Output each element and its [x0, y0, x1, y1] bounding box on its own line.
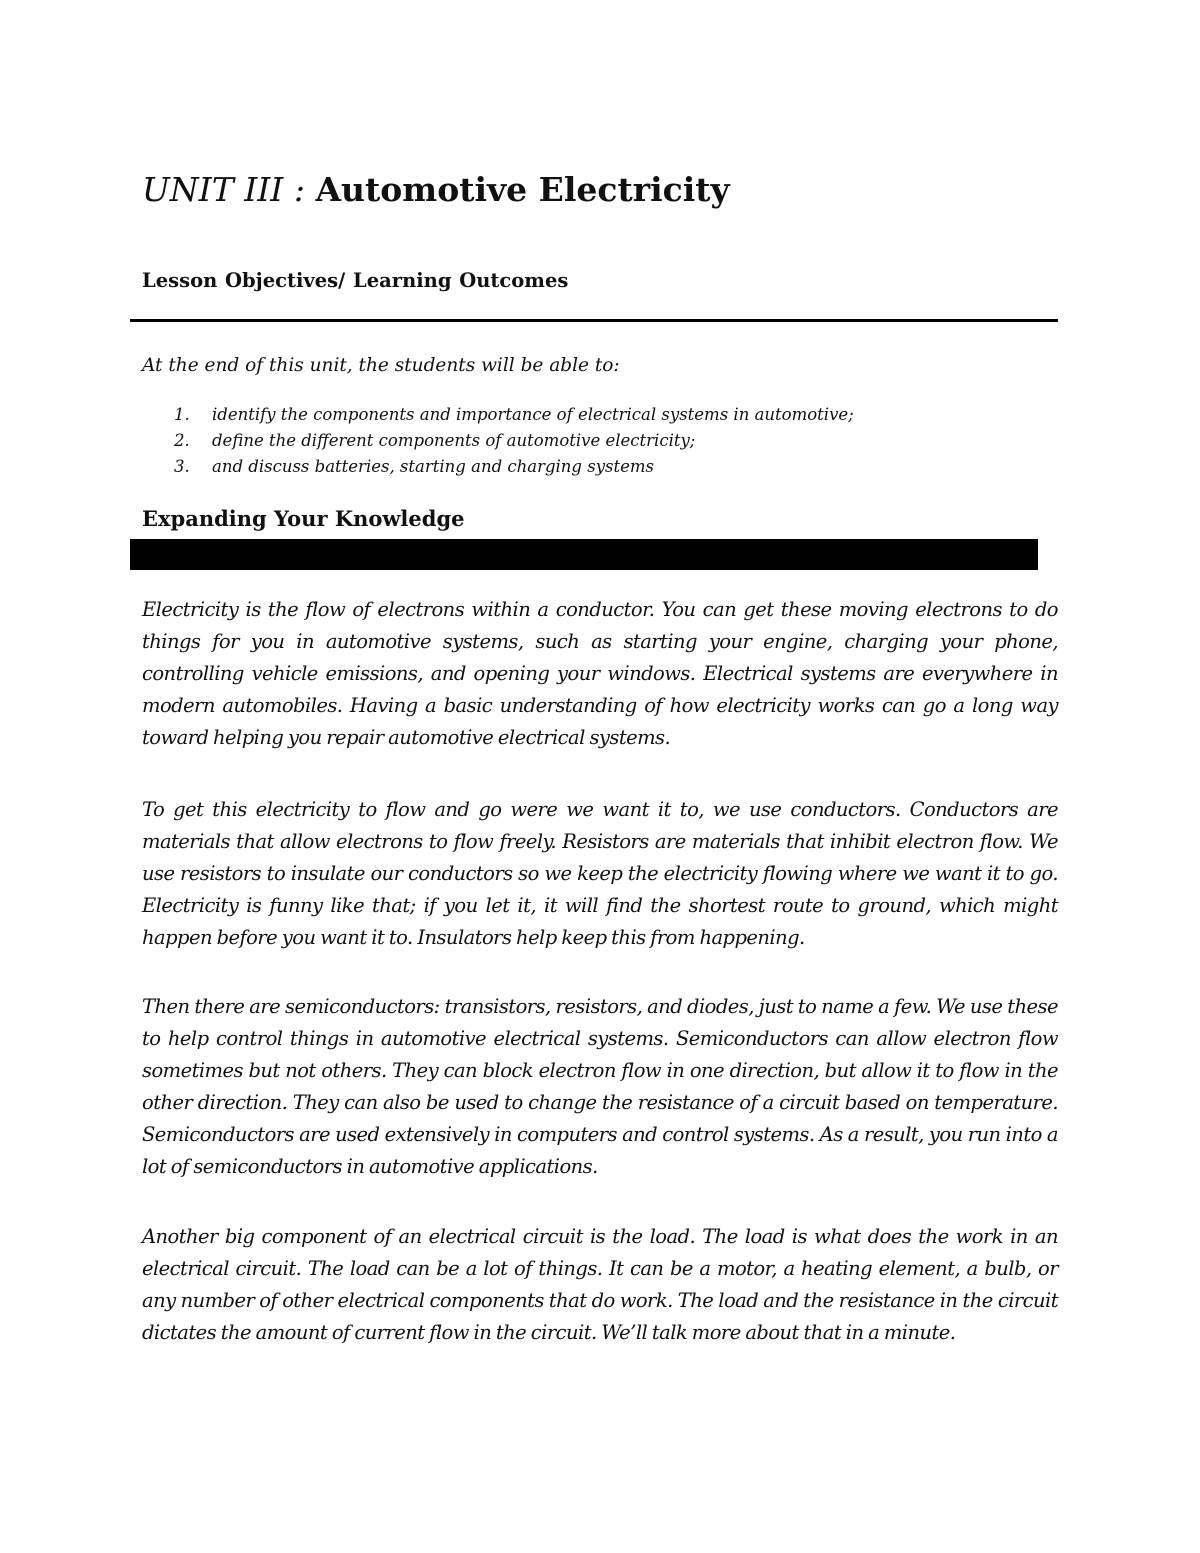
list-item-text: and discuss batteries, starting and charging systems	[212, 457, 655, 476]
objectives-heading: Lesson Objectives/ Learning Outcomes	[142, 269, 569, 292]
list-item-number: 2.	[174, 431, 190, 450]
body-paragraph: To get this electricity to flow and go were we want it to, we use conductors. Conductors are materials that allow electrons to flow freely. Resistors are materials that inhibit electron flow. We use resistors to insulate our conductors so we keep the electricity flowing where we want it to go. Electricity is funny like that; if you let it, it will find the shortest route to ground, which might happen before you want it to. Insulators help keep this from happening.	[142, 798, 1058, 949]
list-item-text: identify the components and importance of electrical systems in automotive;	[212, 405, 854, 424]
title-separator: :	[283, 170, 316, 209]
body-paragraph: Electricity is the flow of electrons within a conductor. You can get these moving electrons to do things for you in automotive systems, such as starting your engine, charging your phone, controlling vehicle emissions, and opening your windows. Electrical systems are everywhere in modern automobiles. Having a basic understanding of how electricity works can go a long way toward helping you repair automotive electrical systems.	[142, 598, 1058, 749]
list-item	[142, 428, 854, 454]
list-item	[142, 454, 854, 480]
list-item	[142, 402, 854, 428]
objectives-intro: At the end of this unit, the students will be able to:	[142, 355, 620, 376]
unit-label: UNIT III	[142, 170, 284, 209]
page-title	[142, 168, 730, 212]
list-item-text: define the different components of automotive electricity;	[212, 431, 696, 450]
body-paragraph: Another big component of an electrical circuit is the load. The load is what does the work in an electrical circuit. The load can be a lot of things. It can be a motor, a heating element, a bulb, or any number of other electrical components that do work. The load and the resistance in the circuit dictates the amount of current flow in the circuit. We’ll talk more about that in a minute.	[142, 1225, 1058, 1344]
knowledge-heading: Expanding Your Knowledge	[142, 506, 465, 531]
unit-title: Automotive Electricity	[315, 170, 730, 209]
list-item-number: 3.	[174, 457, 190, 476]
body-paragraph: Then there are semiconductors: transistors, resistors, and diodes, just to name a few. We use these to help control things in automotive electrical systems. Semiconductors can allow electron flow sometimes but not others. They can block electron flow in one direction, but allow it to flow in the other direction. They can also be used to change the resistance of a circuit based on temperature. Semiconductors are used extensively in computers and control systems. As a result, you run into a lot of semiconductors in automotive applications.	[142, 995, 1058, 1178]
objectives-list	[142, 402, 854, 480]
list-item-number: 1.	[174, 405, 190, 424]
section-divider	[130, 319, 1058, 322]
section-bar	[130, 539, 1038, 570]
